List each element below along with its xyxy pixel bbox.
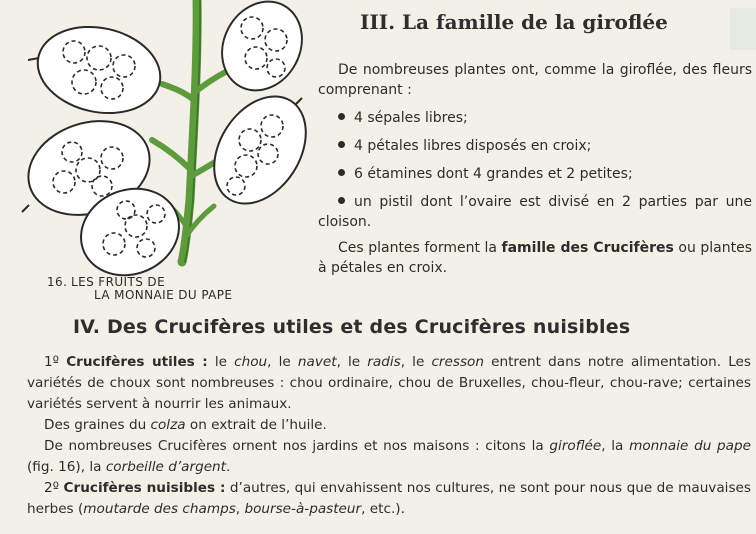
monnaie-du-pape-illustration — [14, 0, 312, 286]
figure-number: 16. — [47, 275, 68, 289]
bullet-pistil: un pistil dont l’ovaire est divisé en 2 parties par une cloison. — [318, 194, 752, 230]
section-4-title: IV. Des Crucifères utiles et des Crucifères nuisibles — [73, 316, 631, 338]
family-name: famille des Crucifères — [501, 240, 674, 256]
bullet-dot — [338, 113, 345, 120]
caption-line-1: LES FRUITS DE — [71, 275, 166, 289]
page-edge-tint — [730, 8, 756, 50]
pod-top-right — [207, 0, 312, 104]
seed-pods — [16, 0, 312, 286]
bullet-dot — [338, 141, 345, 148]
section-4-body — [27, 352, 751, 520]
section-3-conclusion: Ces plantes forment la famille des Crucifères ou plantes à pétales en croix. — [318, 240, 752, 276]
bullet-stamens: 6 étamines dont 4 grandes et 2 petites; — [318, 160, 752, 188]
section-3-title: III. La famille de la giroflée — [360, 10, 668, 34]
pod-top-left — [28, 16, 168, 124]
bullet-sepals: 4 sépales libres; — [318, 104, 752, 132]
caption-line-2: LA MONNAIE DU PAPE — [94, 288, 233, 302]
bullet-dot — [338, 169, 345, 176]
bullet-dot — [338, 197, 345, 204]
paragraph-ornamental: De nombreuses Crucifères ornent nos jardins et nos maisons : citons la giroflée, la monnaie du pape (fig. 16), la corbeille d’argent. — [27, 438, 751, 475]
paragraph-colza: Des graines du colza on extrait de l’huile. — [44, 417, 327, 433]
section-3-body — [318, 60, 752, 278]
pod-middle-right — [195, 80, 312, 221]
paragraph-harmful: 2º Crucifères nuisibles : d’autres, qui envahissent nos cultures, ne sont pour nous que de mauvaises herbes (moutarde des champs, bourse-à-pasteur, etc.). — [27, 480, 751, 517]
paragraph-useful: 1º Crucifères utiles : le chou, le navet, le radis, le cresson entrent dans notre alimentation. Les variétés de choux sont nombreuses : chou ordinaire, chou de Bruxelles, chou-fleur, chou-rave; certaines variétés servent à nourrir les animaux. — [27, 354, 751, 412]
section-3-intro: De nombreuses plantes ont, comme la giroflée, des fleurs comprenant : — [318, 62, 752, 98]
bullet-petals: 4 pétales libres disposés en croix; — [318, 132, 752, 160]
figure-caption — [47, 276, 232, 302]
